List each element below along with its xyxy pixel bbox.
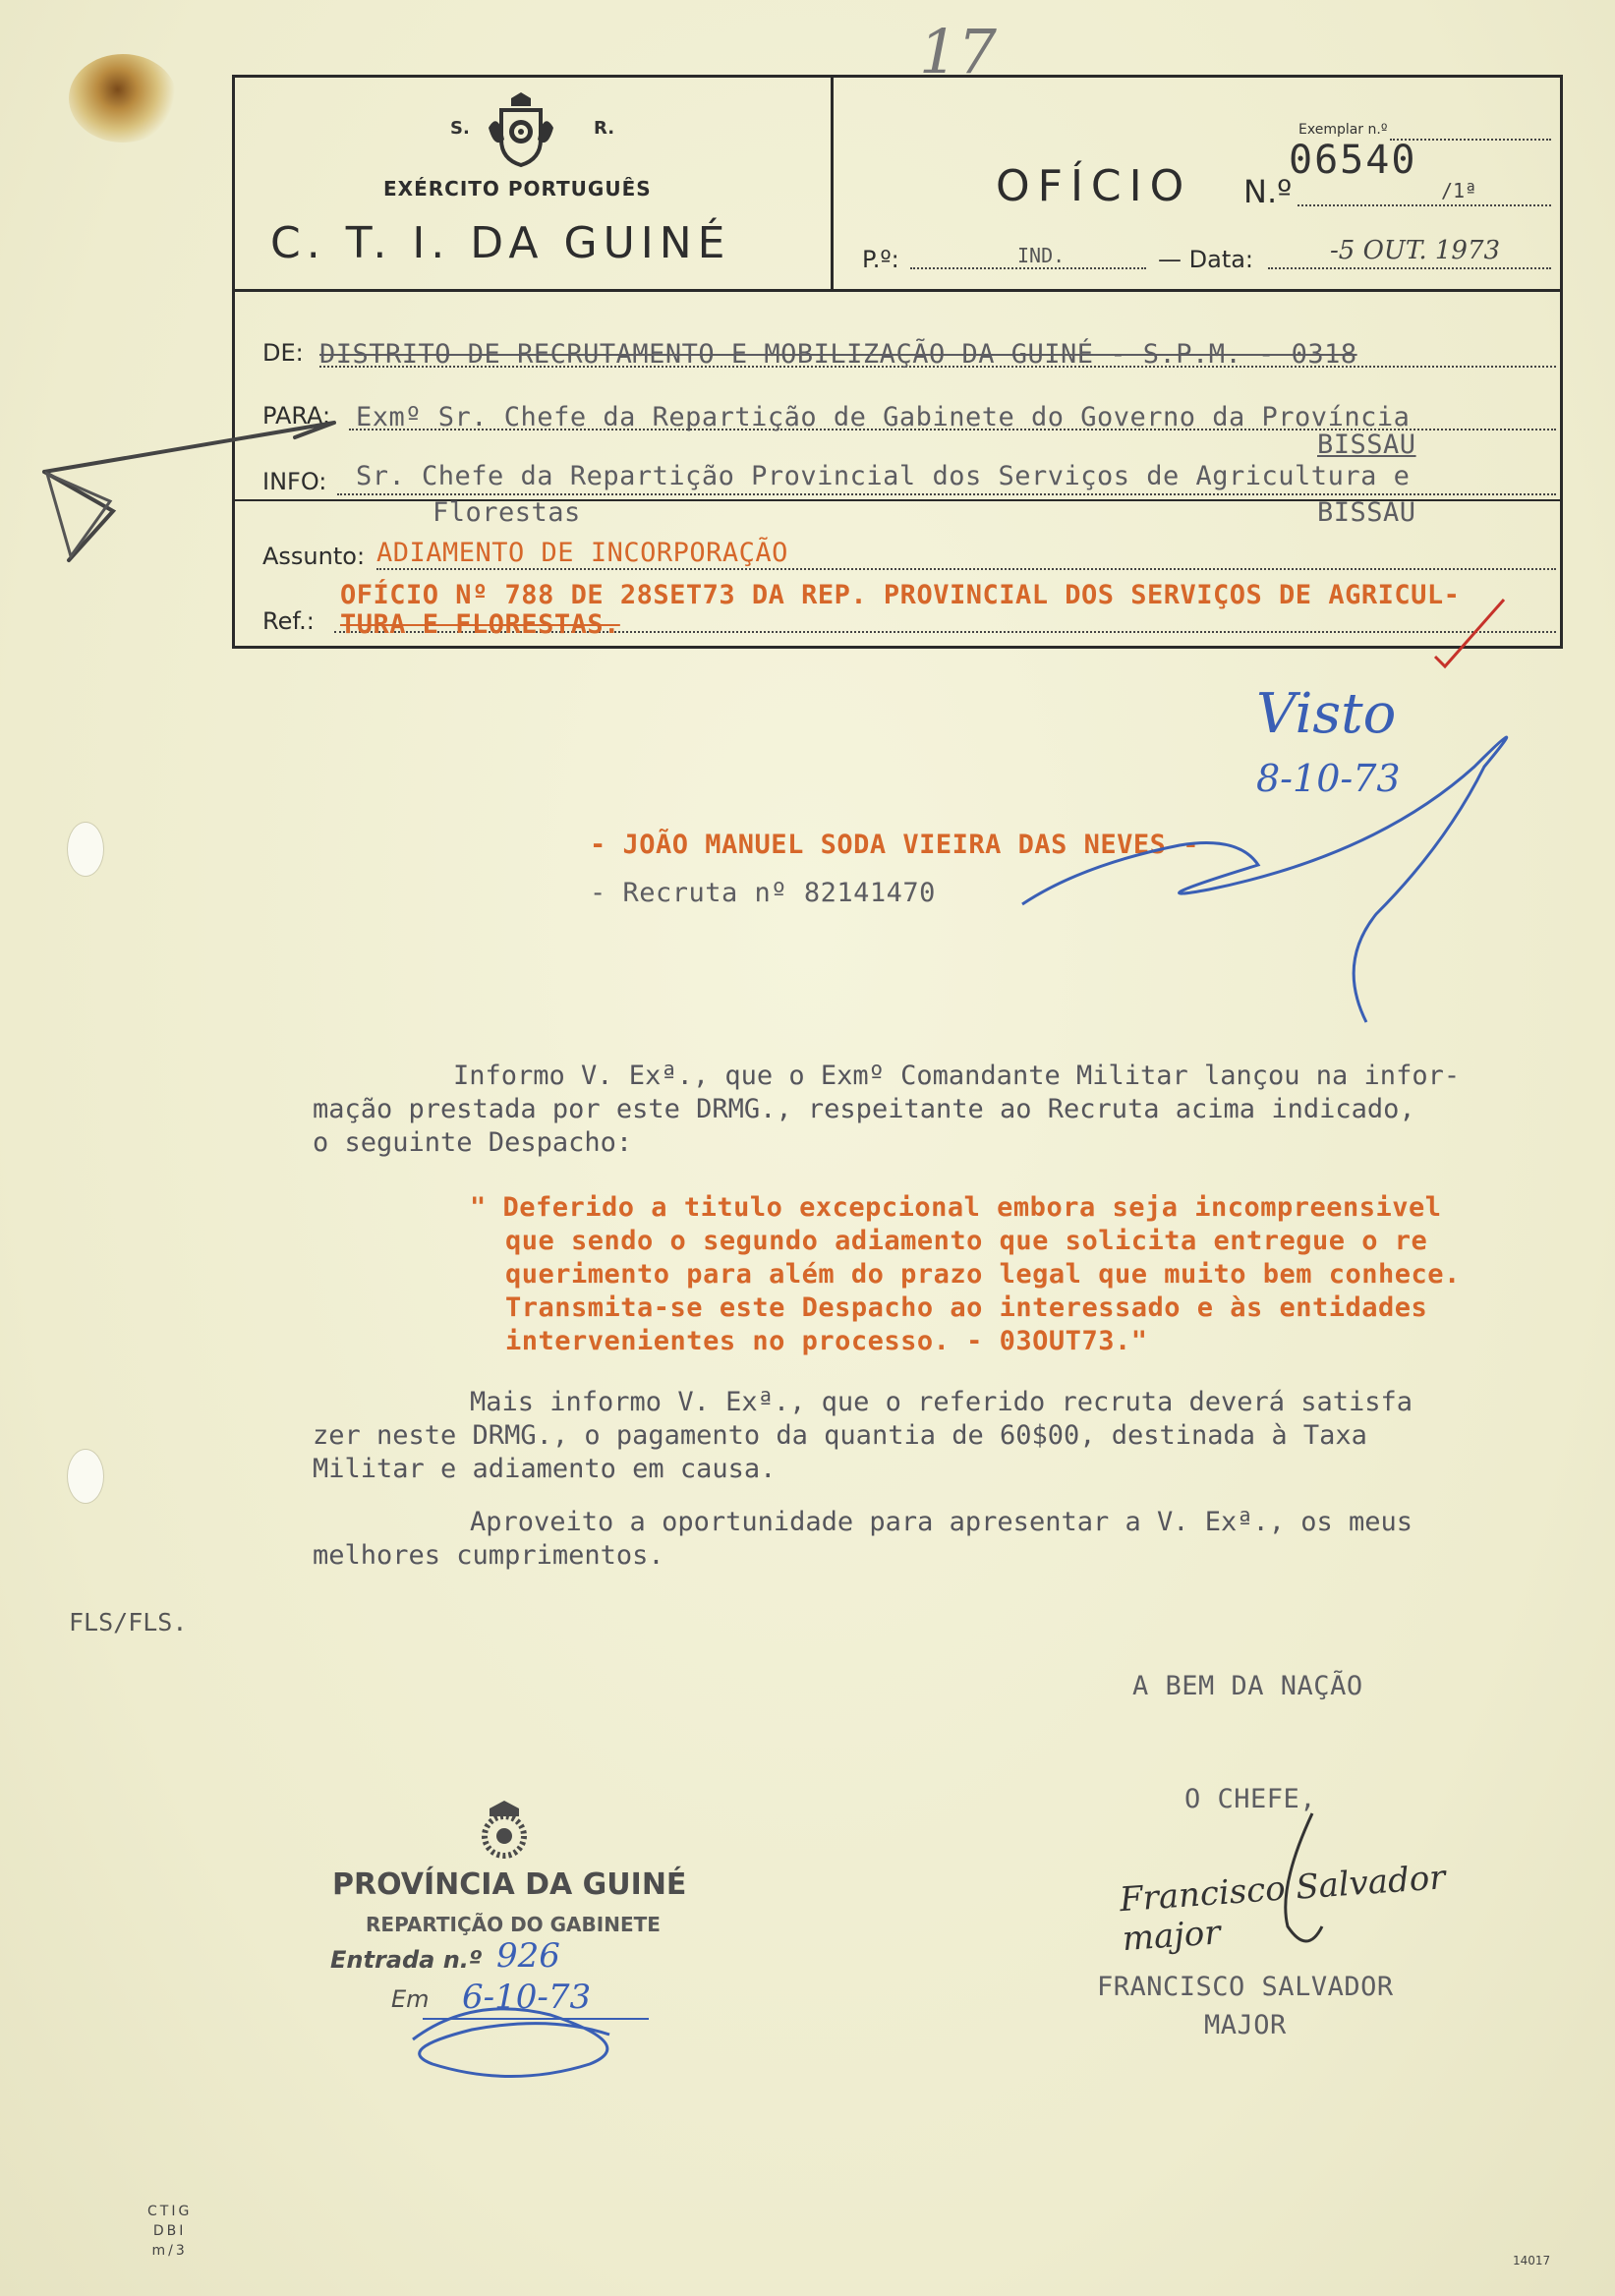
stamp-line-2: REPARTIÇÃO DO GABINETE: [366, 1913, 661, 1936]
info-line: [337, 493, 1556, 495]
stamp-scribble: [413, 2009, 609, 2077]
paragraph-1-line-1: Informo V. Exª., que o Exmº Comandante Militar lançou na infor-: [453, 1061, 1461, 1091]
stamp-entry-label: Entrada n.º: [330, 1946, 483, 1974]
para-value: Exmº Sr. Chefe da Repartição de Gabinete do Governo da Província: [356, 402, 1411, 432]
de-value: DISTRITO DE RECRUTAMENTO E MOBILIZAÇÃO DA GUINÉ - S.P.M. - 0318: [319, 339, 1357, 370]
recruit-number: - Recruta nº 82141470: [590, 878, 936, 908]
date-line: [1268, 267, 1551, 269]
unit-title: C. T. I. DA GUINÉ: [270, 218, 731, 268]
paragraph-1-line-3: o seguinte Despacho:: [313, 1127, 633, 1158]
number-line: [1298, 204, 1551, 206]
signature: Francisco Salvador major: [1118, 1858, 1447, 1960]
info-value-2: Florestas: [433, 497, 581, 528]
visto-word: Visto: [1256, 682, 1397, 746]
paragraph-3: [313, 1506, 1413, 1573]
burn-mark: [69, 54, 177, 143]
footer-code-line-3: m/3: [151, 2243, 188, 2259]
footer-code-line-1: CTIG: [147, 2204, 193, 2219]
paragraph-2-line-1: Mais informo V. Exª., que o referido recruta deverá satisfa: [470, 1387, 1413, 1417]
stamp-date-label: Em: [391, 1985, 430, 2013]
copy-label: Exemplar n.º: [1298, 122, 1388, 138]
copy-number: /1ª: [1441, 179, 1477, 202]
paragraph-2-line-2: zer neste DRMG., o pagamento da quantia de 60$00, destinada à Taxa: [313, 1420, 1367, 1451]
oficio-number: 06540: [1289, 138, 1417, 183]
p-line: [910, 267, 1146, 269]
despacho-quote: [470, 1191, 1461, 1358]
coat-of-arms-icon: [487, 90, 555, 169]
para-label: PARA:: [262, 402, 331, 430]
punch-hole-lower: [67, 1449, 104, 1504]
paragraph-2-line-3: Militar e adiamento em causa.: [313, 1454, 777, 1484]
recruit-name: - JOÃO MANUEL SODA VIEIRA DAS NEVES -: [590, 830, 1199, 860]
footer-code: [147, 2202, 192, 2261]
ref-value-1: OFÍCIO Nº 788 DE 28SET73 DA REP. PROVINCIAL DOS SERVIÇOS DE AGRICUL-: [340, 580, 1461, 610]
army-label: EXÉRCITO PORTUGUÊS: [383, 177, 652, 201]
info-city: BISSAU: [1317, 497, 1416, 528]
fls-label: FLS/FLS.: [69, 1608, 188, 1636]
emblem-left-letter: S.: [450, 118, 470, 139]
ref-value-2: TURA E FLORESTAS.: [340, 609, 620, 640]
quote-line-3: querimento para além do prazo legal que muito bem conhece.: [505, 1259, 1461, 1290]
number-prefix: N.º: [1243, 173, 1293, 210]
ref-label: Ref.:: [262, 607, 315, 635]
closing-salutation: A BEM DA NAÇÃO: [1132, 1671, 1363, 1701]
visto-date: 8-10-73: [1256, 757, 1401, 800]
signer-rank: MAJOR: [1204, 2010, 1287, 2040]
quote-line-4: Transmita-se este Despacho ao interessado e às entidades: [505, 1292, 1428, 1323]
header-divider-vertical: [831, 75, 834, 289]
para-city: BISSAU: [1317, 430, 1416, 460]
footer-code-line-2: DBI: [152, 2223, 187, 2239]
paragraph-1: [313, 1060, 1460, 1160]
assunto-label: Assunto:: [262, 543, 366, 570]
stamp-line-1: PROVÍNCIA DA GUINÉ: [332, 1867, 687, 1902]
paragraph-2: [313, 1386, 1413, 1486]
de-label: DE:: [262, 339, 304, 367]
assunto-value: ADIAMENTO DE INCORPORAÇÃO: [376, 538, 788, 568]
assunto-line: [376, 568, 1556, 570]
stamp-emblem-icon: [470, 1799, 539, 1867]
punch-hole-upper: [67, 822, 104, 877]
info-label: INFO:: [262, 468, 327, 495]
header-divider-horizontal: [232, 289, 1560, 292]
form-number: 14017: [1513, 2254, 1551, 2267]
page-number: 17: [919, 16, 997, 87]
quote-line-5: intervenientes no processo. - 03OUT73.": [505, 1326, 1148, 1356]
p-value: IND.: [1017, 244, 1066, 267]
signer-name: FRANCISCO SALVADOR: [1097, 1972, 1394, 2002]
emblem-right-letter: R.: [594, 118, 615, 139]
quote-line-1: " Deferido a titulo excepcional embora seja incompreensivel: [470, 1192, 1442, 1223]
paragraph-1-line-2: mação prestada por este DRMG., respeitante ao Recruta acima indicado,: [313, 1094, 1415, 1124]
date-value: -5 OUT. 1973: [1330, 236, 1501, 265]
info-value: Sr. Chefe da Repartição Provincial dos Serviços de Agricultura e: [356, 461, 1411, 491]
paragraph-3-line-1: Aproveito a oportunidade para apresentar a V. Exª., os meus: [470, 1507, 1413, 1537]
quote-line-2: que sendo o segundo adiamento que solicita entregue o re: [505, 1226, 1428, 1256]
stamp-date-value: 6-10-73: [462, 1978, 592, 2017]
paragraph-3-line-2: melhores cumprimentos.: [313, 1540, 664, 1571]
p-label: P.º:: [862, 246, 899, 273]
doc-type: OFÍCIO: [996, 161, 1192, 211]
date-label: — Data:: [1158, 246, 1254, 273]
stamp-entry-value: 926: [496, 1936, 560, 1976]
closing-role: O CHEFE,: [1184, 1784, 1317, 1814]
